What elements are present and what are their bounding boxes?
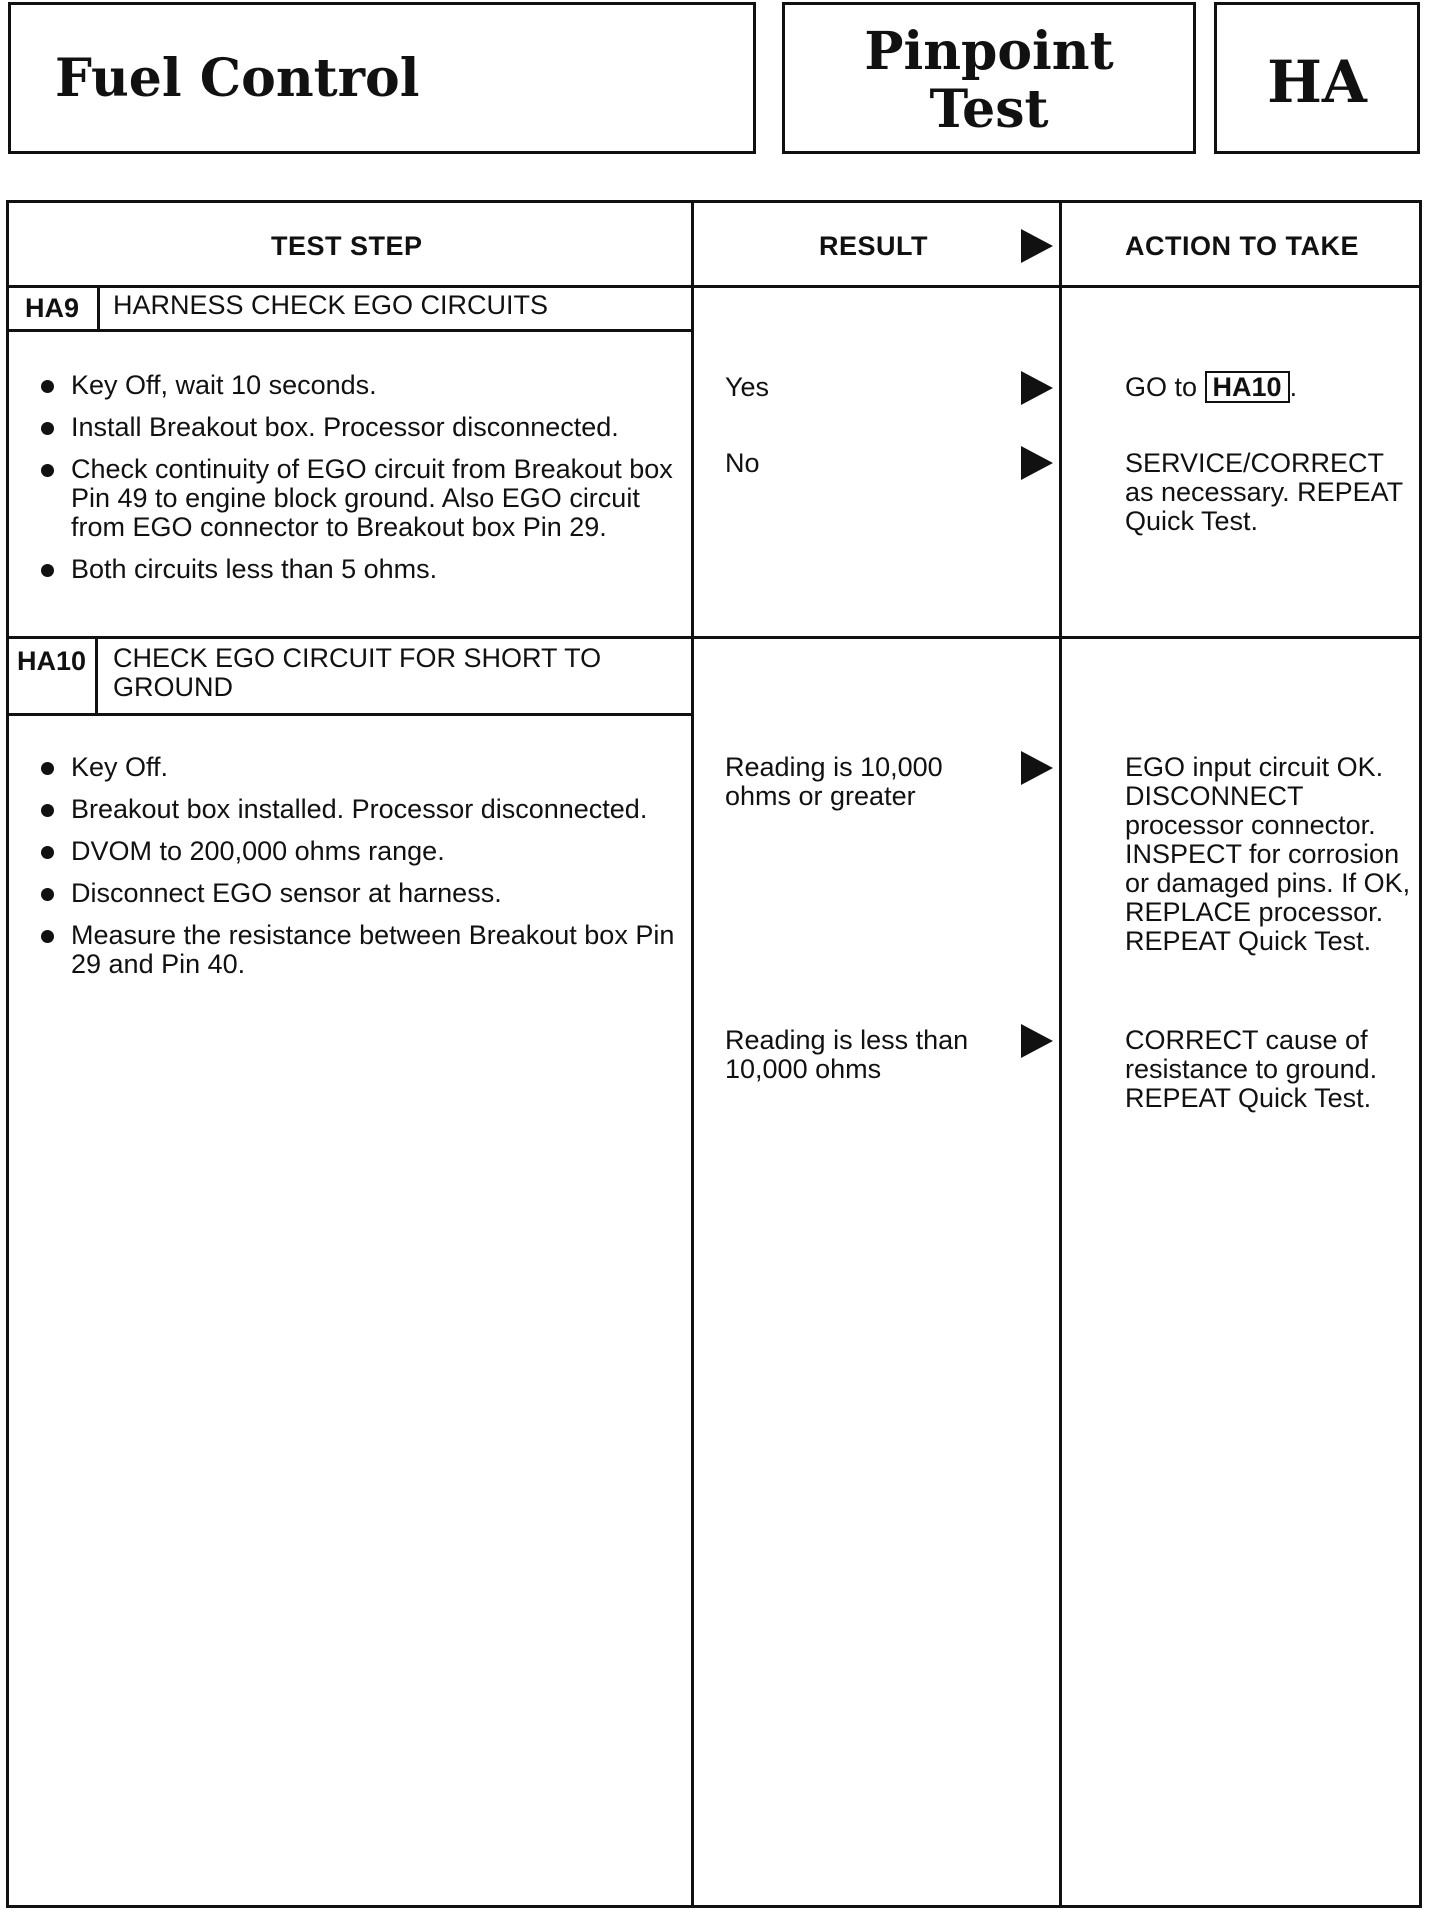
list-item: Measure the resistance between Breakout box Pin 29 and Pin 40. (35, 921, 685, 979)
arrow-right-icon (1021, 1024, 1053, 1058)
column-header-result: RESULT (819, 231, 928, 261)
list-item: Check continuity of EGO circuit from Breakout box Pin 49 to engine block ground. Also EGO circuit from EGO connector to Breakout box Pin 29. (35, 455, 675, 542)
action-ego-ok: EGO input circuit OK. DISCONNECT processor connector. INSPECT for corrosion or damaged pins. If OK, REPLACE processor. REPEAT Quick Test. (1125, 752, 1411, 956)
arrow-right-icon (1021, 751, 1053, 785)
action-prefix: GO to (1125, 372, 1198, 402)
result-reading-low: Reading is less than 10,000 ohms (725, 1025, 969, 1084)
action-service: SERVICE/CORRECT as necessary. REPEAT Quick Test. (1125, 448, 1403, 536)
column-divider-action (1059, 203, 1062, 1905)
list-item: Breakout box installed. Processor disconnected. (35, 795, 685, 824)
action-suffix: . (1289, 372, 1298, 402)
pinpoint-line1: Pinpoint (864, 21, 1114, 82)
arrow-right-icon (1021, 371, 1053, 405)
action-correct: CORRECT cause of resistance to ground. REPEAT Quick Test. (1125, 1025, 1378, 1113)
page-title: Fuel Control (55, 48, 420, 109)
step-title-divider (9, 329, 691, 332)
pinpoint-table (6, 200, 1422, 1908)
action-go-to (1125, 371, 1297, 403)
column-divider-result (691, 203, 694, 1905)
list-item: Install Breakout box. Processor disconnected. (35, 413, 675, 442)
arrow-right-icon (1021, 446, 1053, 480)
step-bullets (35, 753, 685, 992)
result-yes: Yes (725, 372, 770, 402)
result-reading-high: Reading is 10,000 ohms or greater (725, 752, 943, 811)
list-item: Key Off, wait 10 seconds. (35, 371, 675, 400)
step-title-divider (9, 713, 691, 716)
list-item: DVOM to 200,000 ohms range. (35, 837, 685, 866)
step-title: HARNESS CHECK EGO CIRCUITS (113, 290, 549, 320)
step-code: HA9 (25, 293, 80, 323)
list-item: Disconnect EGO sensor at harness. (35, 879, 685, 908)
section-code: HA (1267, 48, 1367, 116)
section-code-box (1214, 2, 1420, 154)
step-code-divider (97, 285, 100, 329)
result-no: No (725, 448, 760, 478)
arrow-right-icon (1021, 229, 1053, 263)
list-item: Key Off. (35, 753, 685, 782)
step-bullets (35, 371, 675, 597)
column-header-action: ACTION TO TAKE (1125, 231, 1359, 261)
title-box (8, 2, 756, 154)
step-title: CHECK EGO CIRCUIT FOR SHORT TO GROUND (113, 643, 602, 702)
step-ref-ha10[interactable]: HA10 (1205, 371, 1290, 403)
pinpoint-line2: Test (929, 79, 1049, 140)
pinpoint-test-box (782, 2, 1196, 154)
step-code: HA10 (17, 646, 87, 676)
step-divider (9, 636, 1419, 639)
column-header-test-step: TEST STEP (271, 231, 423, 261)
header-row-divider (9, 285, 1419, 288)
pinpoint-test-label (785, 23, 1193, 139)
step-code-divider (95, 636, 98, 713)
list-item: Both circuits less than 5 ohms. (35, 555, 675, 584)
